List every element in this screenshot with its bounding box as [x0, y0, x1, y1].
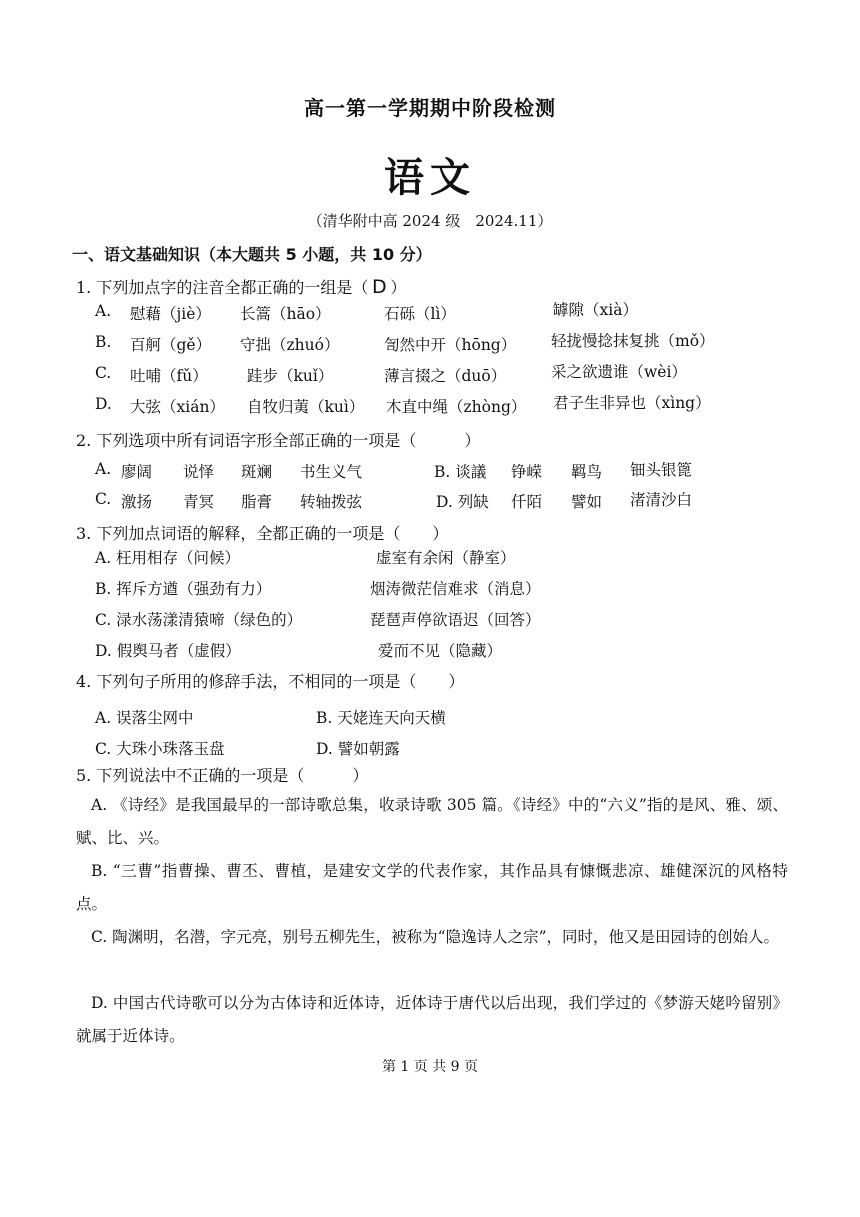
question-4-stem: 4. 下列句子所用的修辞手法，不相同的一项是（ ）: [76, 672, 465, 691]
q3-option-a-right: 虚室有余闲（静室）: [376, 549, 516, 567]
question-1-stem-close: ）: [390, 278, 407, 297]
q1-option-b-item-4: 轻拢慢捻抹复挑（mǒ）: [551, 332, 715, 350]
q2-option-c-letter: C.: [95, 490, 112, 508]
q1-option-d-letter: D.: [95, 395, 112, 413]
q4-option-a: A. 误落尘网中: [95, 709, 194, 727]
exam-info: （清华附中高 2024 级 2024.11）: [307, 212, 553, 230]
q1-option-b-letter: B.: [95, 333, 112, 351]
q2-option-a-letter: A.: [95, 460, 112, 478]
q1-option-c-item-2: 跬步（kuǐ）: [247, 367, 334, 385]
q5-option-a: A. 《诗经》是我国最早的一部诗歌总集，收录诗歌 305 篇。《诗经》中的“六义”指的是风、雅、颂、赋、比、兴。: [76, 796, 788, 847]
q1-option-a-item-4: 罅隙（xià）: [553, 301, 638, 319]
q1-option-c-item-4: 采之欲遗谁（wèi）: [551, 363, 687, 381]
q1-option-d-item-1: 大弦（xián）: [130, 398, 225, 416]
question-5-stem: 5. 下列说法中不正确的一项是（ ）: [76, 766, 369, 785]
q2-option-c-word-3: 脂膏: [241, 493, 273, 511]
question-1-stem: [76, 275, 406, 298]
q2-option-a-word-2: 说怿: [183, 463, 215, 481]
q1-option-d-item-3: 木直中绳（zhòng）: [386, 398, 527, 416]
q1-option-b-item-1: 百舸（gě）: [130, 336, 212, 354]
q1-option-a-item-3: 石砾（lì）: [384, 305, 456, 323]
question-3-stem: 3. 下列加点词语的解释，全都正确的一项是（ ）: [76, 524, 449, 543]
q2-option-c-word-4: 转轴拨弦: [300, 493, 363, 511]
q2-option-b-word-2: 铮嵘: [511, 463, 543, 481]
q2-option-d-word-4: 渚清沙白: [630, 491, 693, 509]
q1-option-a-item-2: 长篙（hāo）: [240, 305, 331, 323]
q2-option-d-label: D. 列缺: [436, 493, 489, 511]
q5-option-b: B. “三曹”指曹操、曹丕、曹植，是建安文学的代表作家，其作品具有慷慨悲凉、雄健深沉的风格特点。: [76, 862, 788, 913]
q1-option-c-item-1: 吐哺（fǔ）: [130, 367, 208, 385]
q2-option-b-word-3: 羁鸟: [571, 463, 603, 481]
q5-option-c: C. 陶渊明，名潜，字元亮，别号五柳先生，被称为“隐逸诗人之宗”，同时，他又是田园诗的创始人。: [91, 928, 780, 946]
q3-option-d-left: D. 假舆马者（虚假）: [95, 642, 241, 660]
q3-option-c-right: 琵琶声停欲语迟（回答）: [370, 611, 541, 629]
q1-option-a-letter: A.: [95, 302, 112, 320]
handwritten-answer: D: [372, 276, 387, 298]
q1-option-a-item-1: 慰藉（jiè）: [130, 305, 211, 323]
q3-option-b-left: B. 挥斥方遒（强劲有力）: [95, 580, 272, 598]
q2-option-d-word-3: 譬如: [571, 493, 603, 511]
q1-option-d-item-4: 君子生非异也（xìng）: [553, 394, 711, 412]
q3-option-b-right: 烟涛微茫信难求（消息）: [370, 580, 541, 598]
q2-option-d-word-2: 仟陌: [511, 493, 543, 511]
q1-option-c-letter: C.: [95, 364, 112, 382]
q3-option-a-left: A. 枉用相存（问候）: [95, 549, 241, 567]
q3-option-c-left: C. 渌水荡漾清猿啼（绿色的）: [95, 611, 303, 629]
section-heading: 一、语文基础知识（本大题共 5 小题，共 10 分）: [72, 245, 432, 264]
q1-option-d-item-2: 自牧归荑（kuì）: [247, 398, 365, 416]
subject-title: 语文: [384, 155, 476, 201]
q1-option-b-item-3: 訇然中开（hōng）: [384, 336, 517, 354]
q2-option-b-label: B. 谈議: [434, 463, 487, 481]
q2-option-c-word-1: 激扬: [121, 493, 153, 511]
exam-title: 高一第一学期期中阶段检测: [304, 96, 556, 120]
q2-option-a-word-4: 书生义气: [300, 463, 363, 481]
q4-option-d: D. 譬如朝露: [316, 740, 400, 758]
question-2-stem: 2. 下列选项中所有词语字形全部正确的一项是（ ）: [76, 431, 481, 450]
q2-option-c-word-2: 青冥: [183, 493, 215, 511]
page-number: 第 1 页 共 9 页: [381, 1059, 479, 1075]
q2-option-b-word-4: 钿头银篦: [630, 461, 693, 479]
q3-option-d-right: 爱而不见（隐藏）: [378, 642, 503, 660]
q4-option-c: C. 大珠小珠落玉盘: [95, 740, 225, 758]
q4-option-b: B. 天姥连天向天横: [316, 709, 446, 727]
q5-option-d: D. 中国古代诗歌可以分为古体诗和近体诗，近体诗于唐代以后出现，我们学过的《梦游天姥吟留别》就属于近体诗。: [76, 994, 788, 1045]
q1-option-c-item-3: 薄言掇之（duō）: [384, 367, 507, 385]
q2-option-a-word-3: 斑斓: [241, 463, 273, 481]
q1-option-b-item-2: 守拙（zhuó）: [240, 336, 340, 354]
question-1-stem-text: 1. 下列加点字的注音全都正确的一组是（: [76, 278, 369, 297]
q2-option-a-word-1: 廖阔: [121, 463, 153, 481]
